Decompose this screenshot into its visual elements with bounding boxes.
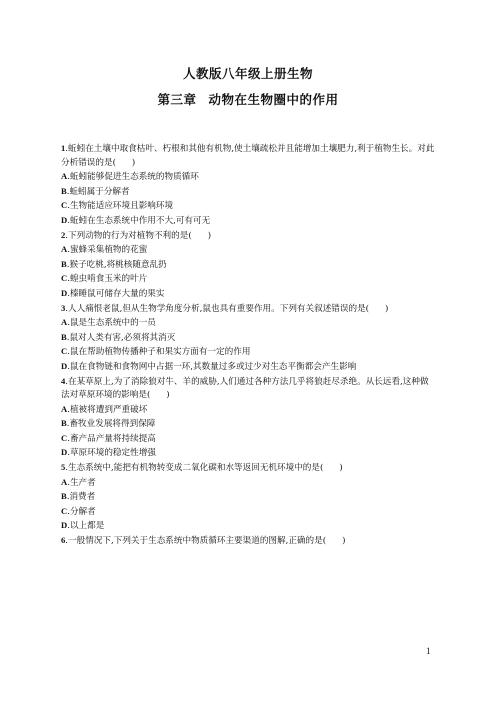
question-close-paren: ) bbox=[166, 390, 170, 401]
answer-option bbox=[61, 185, 437, 200]
option-letter: A bbox=[61, 476, 68, 487]
option-text: .生产者 bbox=[67, 477, 96, 488]
option-letter: C bbox=[61, 505, 68, 516]
question-text: .一般情况下,下列关于生态系统中物质循环主要渠道的图解,正确的是( bbox=[65, 536, 327, 547]
question-text: .蚯蚓在土壤中取食枯叶、朽根和其他有机物,使土壤疏松并且能增加土壤肥力,利于植物生长。对此分析错误的是( bbox=[61, 144, 435, 168]
answer-option bbox=[61, 476, 437, 491]
question-number: 3 bbox=[61, 302, 66, 313]
answer-option bbox=[61, 243, 437, 258]
option-text: .畜产品产量将持续提高 bbox=[67, 433, 156, 444]
option-letter: D bbox=[61, 447, 68, 458]
chapter-heading bbox=[0, 90, 496, 108]
option-text: .植被将遭到严重破坏 bbox=[67, 404, 148, 415]
option-letter: B bbox=[61, 331, 67, 342]
question-text: .生态系统中,能把有机物转变成二氧化碳和水等返回无机环境中的是( bbox=[65, 463, 324, 474]
question-stem bbox=[61, 302, 437, 317]
chapter-number: 第三章 bbox=[157, 92, 197, 107]
option-letter: C bbox=[61, 273, 68, 284]
question-close-paren: ) bbox=[342, 536, 346, 547]
question-close-paren: ) bbox=[385, 303, 389, 314]
question-stem bbox=[61, 375, 437, 403]
option-letter: A bbox=[61, 317, 68, 328]
chapter-title: 动物在生物圈中的作用 bbox=[208, 92, 339, 107]
answer-option bbox=[61, 345, 437, 360]
option-text: .鼠是生态系统中的一员 bbox=[67, 318, 156, 329]
option-letter: A bbox=[61, 403, 68, 414]
option-text: .蝗虫啃食玉米的叶片 bbox=[67, 274, 148, 285]
answer-option bbox=[61, 214, 437, 229]
answer-option bbox=[61, 417, 437, 432]
answer-option bbox=[61, 505, 437, 520]
answer-option bbox=[61, 287, 437, 302]
question-number: 6 bbox=[61, 535, 66, 546]
option-letter: B bbox=[61, 418, 67, 429]
question-text: .人人痛恨老鼠,但从生物学角度分析,鼠也具有重要作用。下列有关叙述错误的是( bbox=[65, 303, 370, 314]
question-text: .下列动物的行为对植物不利的是( bbox=[65, 230, 192, 241]
option-text: .鼠在帮助植物传播种子和果实方面有一定的作用 bbox=[67, 347, 251, 358]
option-letter: C bbox=[61, 200, 68, 211]
answer-option bbox=[61, 316, 437, 331]
option-text: .消费者 bbox=[66, 492, 96, 503]
document-title: 人教版八年级上册生物 bbox=[182, 66, 313, 81]
answer-option bbox=[61, 170, 437, 185]
answer-option bbox=[61, 519, 437, 534]
answer-option bbox=[61, 446, 437, 461]
question-stem bbox=[61, 534, 437, 549]
answer-option bbox=[61, 360, 437, 375]
option-letter: A bbox=[61, 171, 68, 182]
option-letter: A bbox=[61, 244, 68, 255]
option-text: .以上都是 bbox=[67, 521, 105, 532]
answer-option bbox=[61, 258, 437, 273]
option-letter: B bbox=[61, 258, 67, 269]
answer-option bbox=[61, 432, 437, 447]
option-text: .鼠对人类有害,必须将其消灭 bbox=[66, 332, 176, 343]
question-close-paren: ) bbox=[131, 157, 136, 168]
question-number: 1 bbox=[61, 143, 66, 153]
question-list bbox=[61, 142, 437, 549]
option-text: .蚯蚓属于分解者 bbox=[66, 186, 130, 197]
answer-option bbox=[61, 331, 437, 346]
option-text: .蜜蜂采集植物的花蜜 bbox=[67, 245, 148, 256]
question-stem bbox=[61, 461, 437, 476]
option-letter: C bbox=[61, 432, 68, 443]
question-close-paren: ) bbox=[339, 463, 343, 474]
question-number: 4 bbox=[61, 375, 66, 386]
answer-option bbox=[61, 403, 437, 418]
option-letter: C bbox=[61, 346, 68, 357]
option-text: .蚯蚓能够促进生态系统的物质循环 bbox=[67, 172, 199, 183]
answer-option bbox=[61, 199, 437, 214]
option-letter: B bbox=[61, 185, 67, 196]
answer-option bbox=[61, 490, 437, 505]
option-letter: D bbox=[61, 360, 68, 371]
question-stem bbox=[61, 142, 437, 170]
option-text: .草原环境的稳定性增强 bbox=[67, 448, 156, 459]
question-close-paren: ) bbox=[207, 230, 212, 241]
question-number: 2 bbox=[61, 229, 66, 240]
option-text: .分解者 bbox=[67, 506, 96, 517]
option-text: .榛睡鼠可储存大量的果实 bbox=[67, 288, 165, 299]
option-text: .生物能适应环境且影响环境 bbox=[67, 201, 174, 212]
option-letter: D bbox=[61, 214, 68, 225]
question-stem bbox=[61, 229, 437, 244]
option-text: .鼠在食物链和食物网中占据一环,其数量过多或过少对生态平衡都会产生影响 bbox=[67, 361, 357, 372]
question-text: .在某草原上,为了消除狼对牛、羊的威胁,人们通过各种方法几乎将狼赶尽杀绝。从长远看,这种做法对草原环境的影响是( bbox=[61, 376, 429, 401]
page-number: 1 bbox=[426, 646, 431, 656]
option-text: .畜牧业发展将得到保障 bbox=[66, 419, 156, 430]
option-letter: D bbox=[61, 287, 68, 298]
option-text: .蚯蚓在生态系统中作用不大,可有可无 bbox=[67, 215, 211, 226]
option-text: .猴子吃桃,将桃核随意乱扔 bbox=[66, 259, 167, 270]
option-letter: D bbox=[61, 520, 68, 531]
answer-option bbox=[61, 272, 437, 287]
option-letter: B bbox=[61, 491, 67, 502]
question-number: 5 bbox=[61, 462, 66, 473]
